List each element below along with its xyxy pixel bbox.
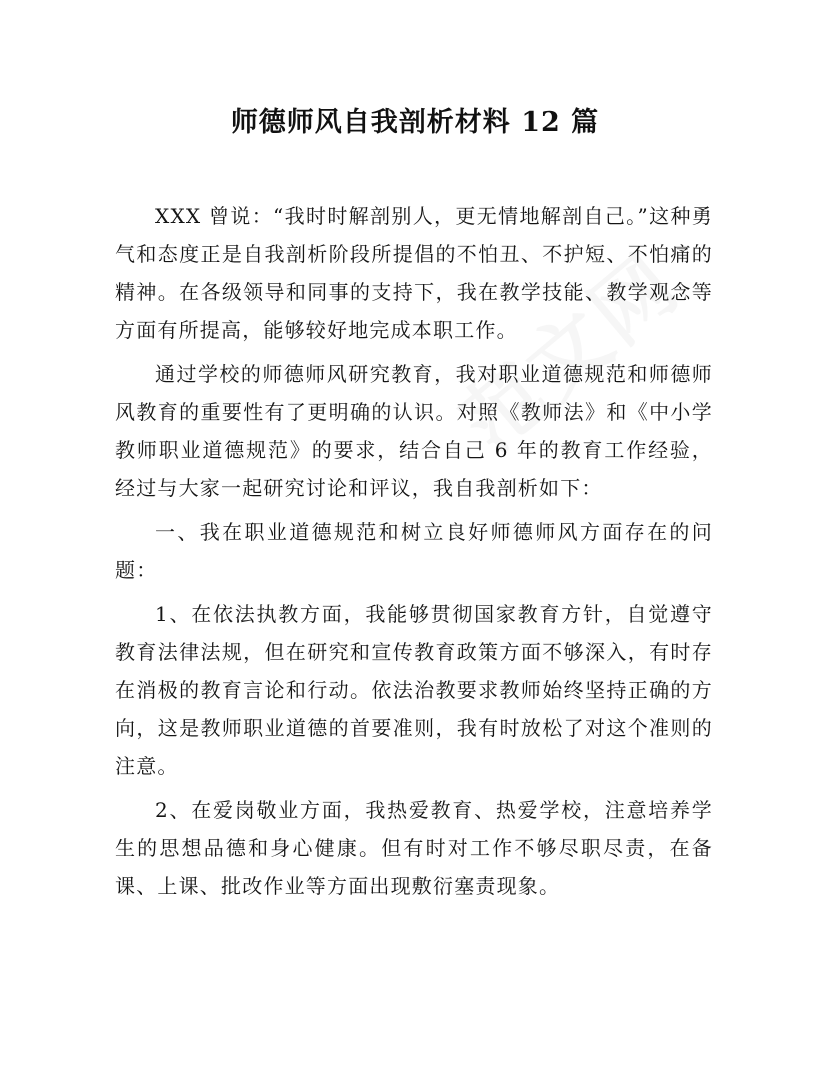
paragraph-item-1: 1、在依法执教方面，我能够贯彻国家教育方针，自觉遵守教育法律法规，但在研究和宣传教育政策方面不够深入，有时存在消极的教育言论和行动。依法治教要求教师始终坚持正确的方向，这是教师职业道德的首要准则，我有时放松了对这个准则的注意。 bbox=[115, 602, 713, 778]
document-title: 师德师风自我剖析材料 12 篇 bbox=[230, 107, 600, 138]
paragraph-item-2: 2、在爱岗敬业方面，我热爱教育、热爱学校，注意培养学生的思想品德和身心健康。但有时对工作不够尽职尽责，在备课、上课、批改作业等方面出现敷衍塞责现象。 bbox=[115, 798, 713, 898]
document-body bbox=[115, 197, 713, 905]
paragraph-intro: XXX 曾说：“我时时解剖别人，更无情地解剖自己。”这种勇气和态度正是自我剖析阶段所提倡的不怕丑、不护短、不怕痛的精神。在各级领导和同事的支持下，我在教学技能、教学观念等方面有所提高，能够较好地完成本职工作。 bbox=[115, 204, 713, 342]
paragraph-study: 通过学校的师德师风研究教育，我对职业道德规范和师德师风教育的重要性有了更明确的认识。对照《教师法》和《中小学教师职业道德规范》的要求，结合自己 6 年的教育工作经验，经过与大家一起研究讨论和评议，我自我剖析如下： bbox=[115, 362, 713, 500]
paragraph-section-heading: 一、我在职业道德规范和树立良好师德师风方面存在的问题： bbox=[115, 520, 713, 582]
